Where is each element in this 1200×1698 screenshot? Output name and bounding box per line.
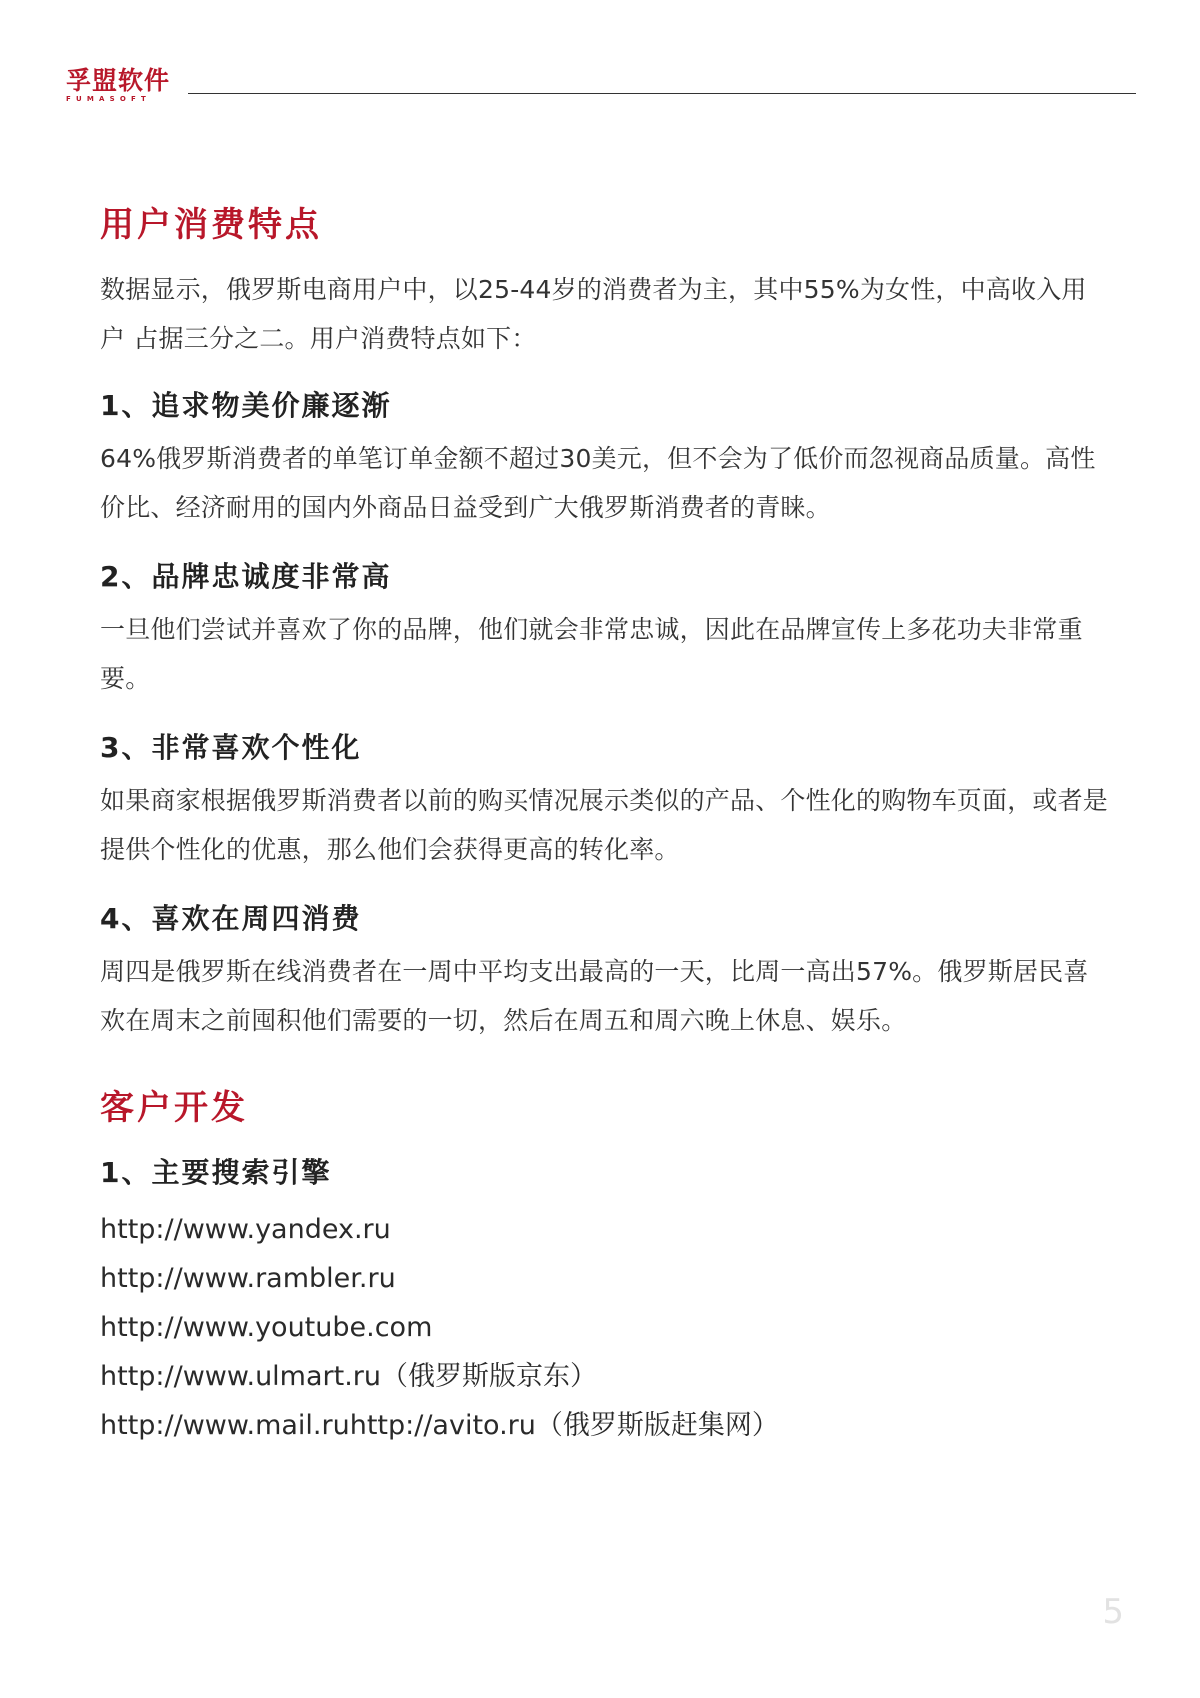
subheading-4: 4、喜欢在周四消费: [100, 902, 362, 935]
header-divider: [188, 93, 1136, 94]
link-rambler: http://www.rambler.ru: [100, 1263, 396, 1294]
company-logo: [66, 68, 178, 104]
logo-text: 孚盟软件: [66, 66, 171, 95]
link-mail-avito: http://www.mail.ruhttp://avito.ru（俄罗斯版赶集网）: [100, 1410, 779, 1441]
subheading-1: 1、追求物美价廉逐渐: [100, 389, 392, 422]
subheading-search-engines: 1、主要搜索引擎: [100, 1156, 332, 1189]
intro-paragraph: 数据显示，俄罗斯电商用户中，以25-44岁的消费者为主，其中55%为女性，中高收入用户 占据三分之二。用户消费特点如下：: [100, 275, 1087, 353]
logo-subtext: FUMASOFT: [66, 95, 151, 103]
subheading-3: 3、非常喜欢个性化: [100, 731, 362, 764]
page-number: 5: [1102, 1592, 1124, 1632]
subheading-2: 2、品牌忠诚度非常高: [100, 560, 392, 593]
link-ulmart: http://www.ulmart.ru（俄罗斯版京东）: [100, 1361, 598, 1392]
paragraph-1: 64%俄罗斯消费者的单笔订单金额不超过30美元，但不会为了低价而忽视商品质量。高性价比、经济耐用的国内外商品日益受到广大俄罗斯消费者的青睐。: [100, 444, 1096, 522]
paragraph-2: 一旦他们尝试并喜欢了你的品牌，他们就会非常忠诚，因此在品牌宣传上多花功夫非常重要。: [100, 615, 1083, 693]
link-youtube: http://www.youtube.com: [100, 1312, 433, 1343]
link-yandex: http://www.yandex.ru: [100, 1214, 391, 1245]
document-body: [100, 200, 1110, 1450]
paragraph-4: 周四是俄罗斯在线消费者在一周中平均支出最高的一天，比周一高出57%。俄罗斯居民喜欢在周末之前囤积他们需要的一切，然后在周五和周六晚上休息、娱乐。: [100, 957, 1089, 1035]
paragraph-3: 如果商家根据俄罗斯消费者以前的购买情况展示类似的产品、个性化的购物车页面，或者是提供个性化的优惠，那么他们会获得更高的转化率。: [100, 786, 1109, 864]
page-header: [0, 0, 1200, 120]
section-title-consumer-features: 用户消费特点: [100, 205, 322, 245]
link-list: [100, 1205, 1110, 1450]
section-title-customer-development: 客户开发: [100, 1088, 248, 1128]
